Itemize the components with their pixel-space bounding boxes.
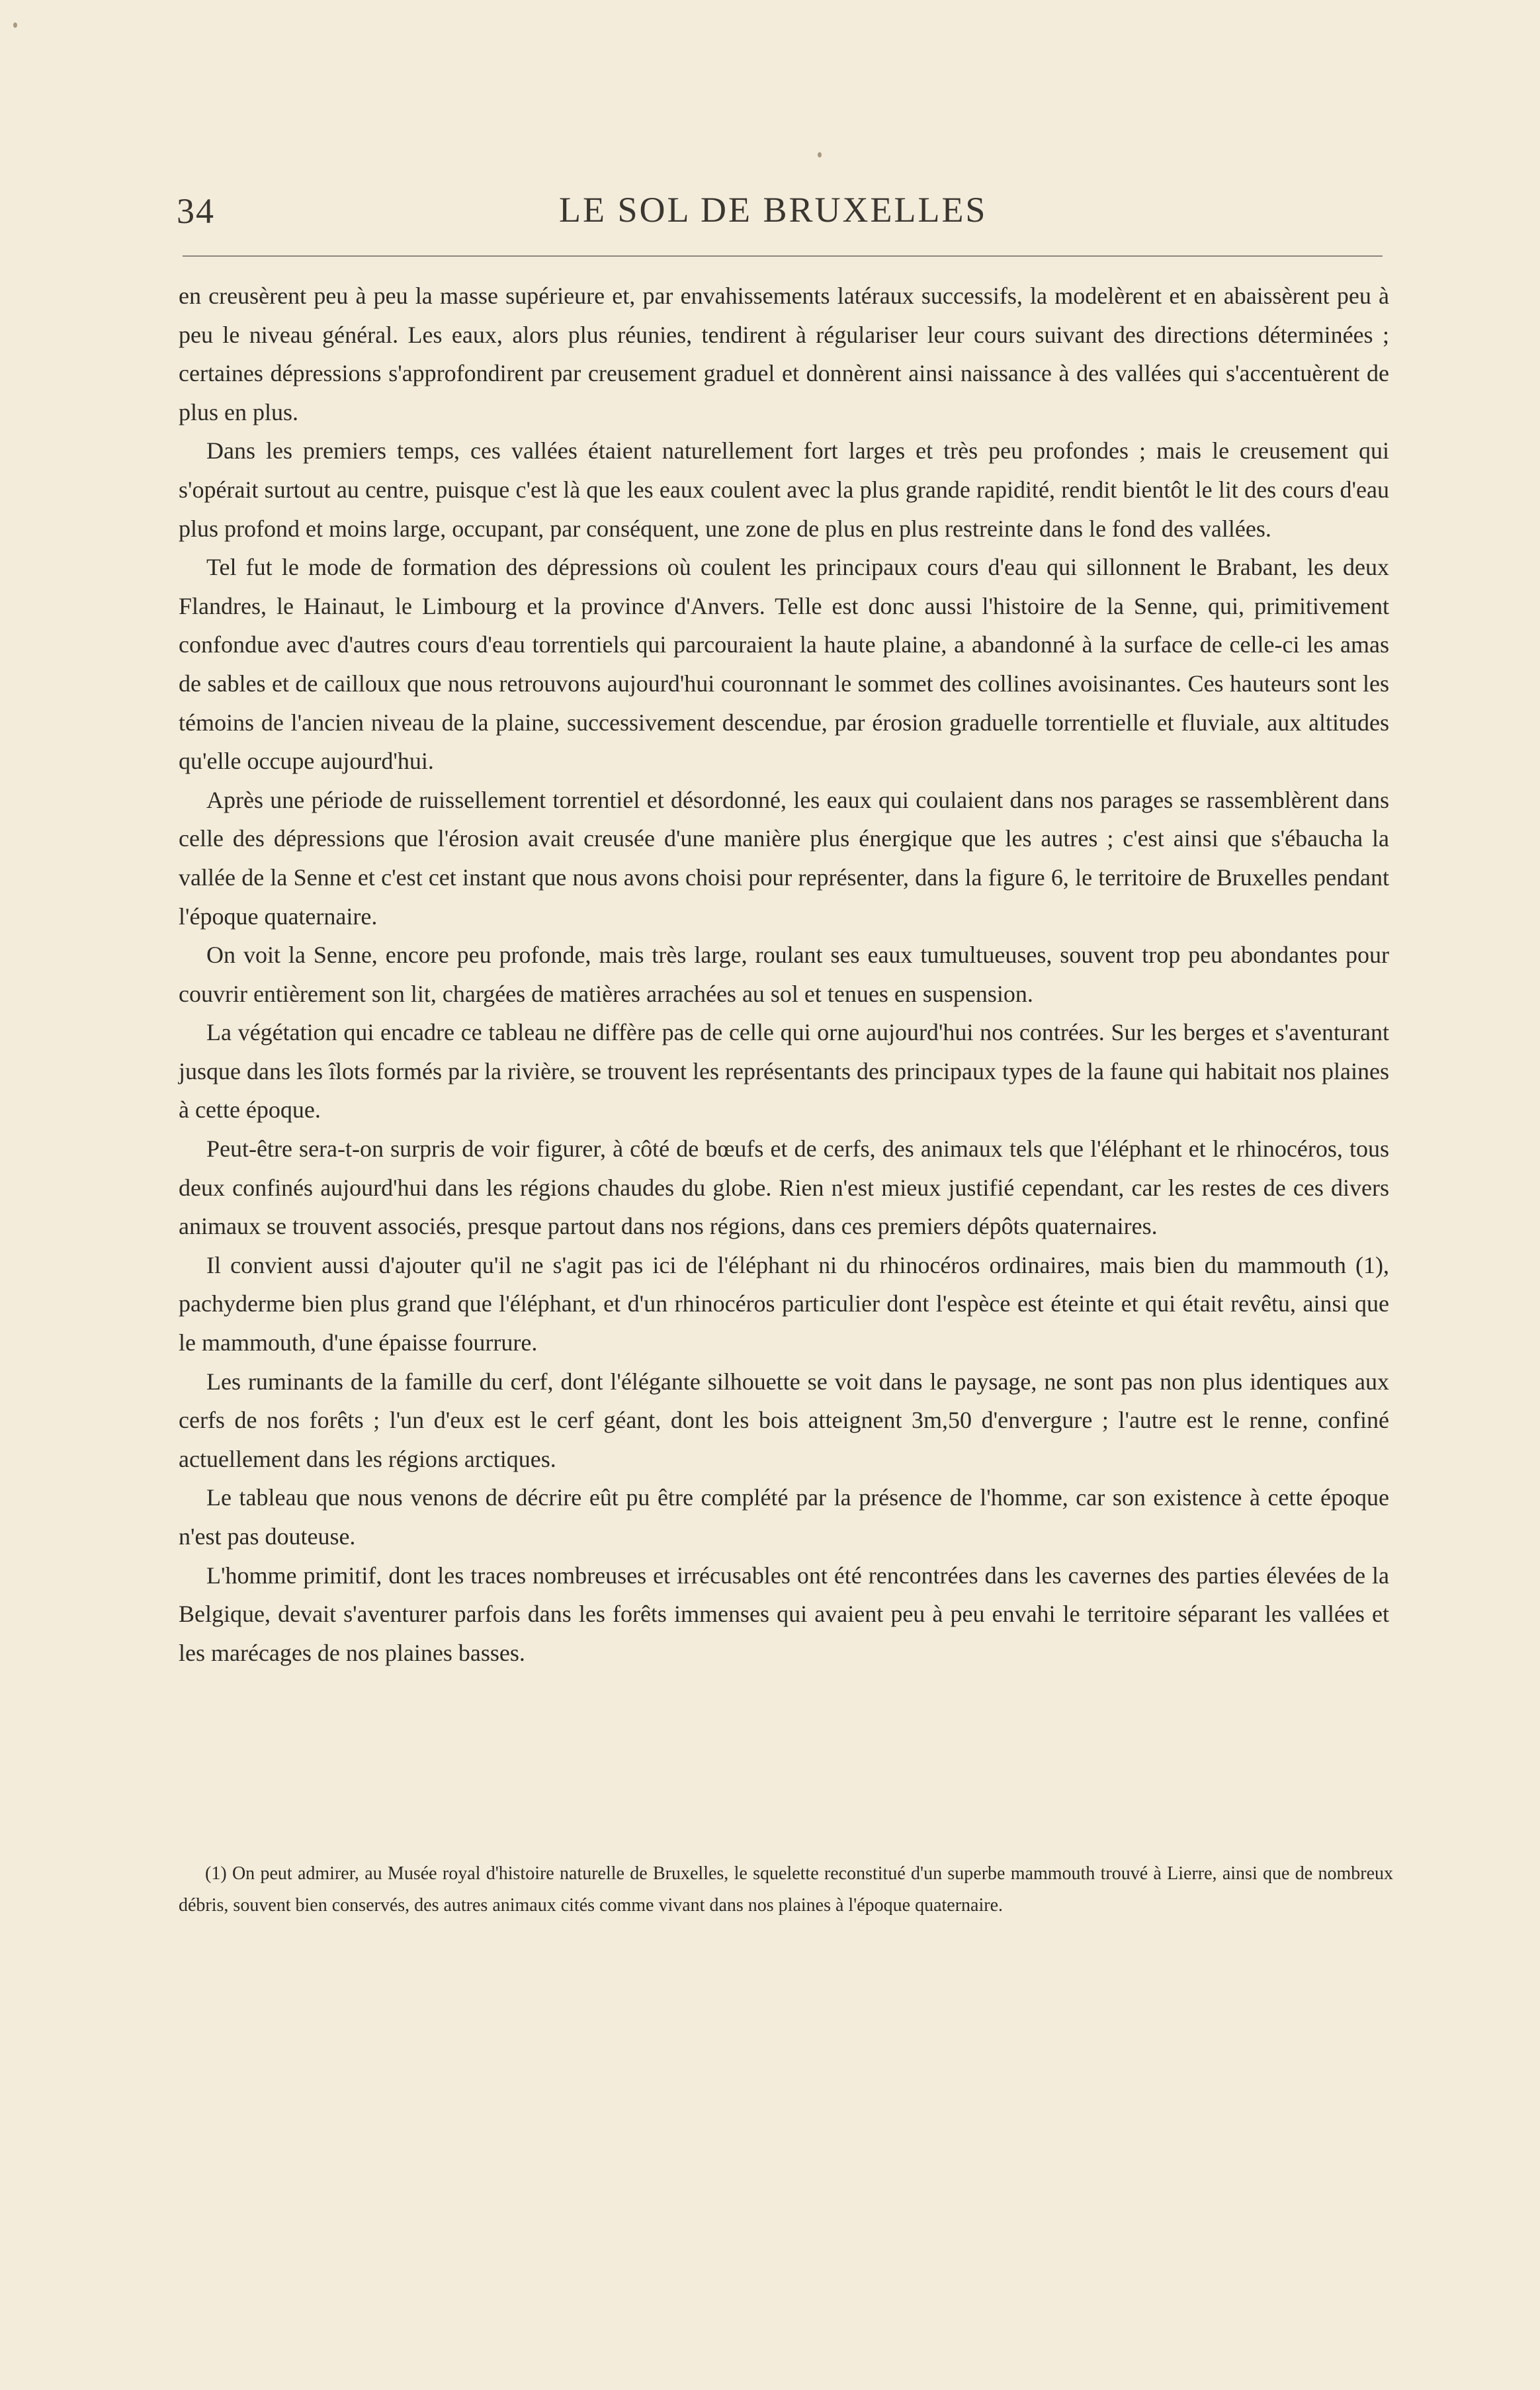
paragraph: Dans les premiers temps, ces vallées étaient naturellement fort larges et très peu profondes ; mais le creusement qui s'opérait surtout au centre, puisque c'est là que les eaux coulent avec la plus grande rapidité, rendit bientôt le lit des cours d'eau plus profond et moins large, occupant, par conséquent, une zone de plus en plus restreinte dans le fond des vallées. [179, 437, 1389, 542]
paragraph: Les ruminants de la famille du cerf, dont l'élégante silhouette se voit dans le paysage, ne sont pas non plus identiques aux cerfs de nos forêts ; l'un d'eux est le cerf géant, dont les bois atteignent 3m,50 d'envergure ; l'autre est le renne, confiné actuellement dans les régions arctiques. [179, 1368, 1389, 1472]
paragraph: en creusèrent peu à peu la masse supérieure et, par envahissements latéraux successifs, la modelèrent et en abaissèrent peu à peu le niveau général. Les eaux, alors plus réunies, tendirent à régulariser leur cours suivant des directions déterminées ; certaines dépressions s'approfondirent par creusement graduel et donnèrent ainsi naissance à des vallées qui s'accentuèrent de plus en plus. [179, 283, 1389, 425]
body-text [179, 277, 1389, 1672]
footnote: (1) On peut admirer, au Musée royal d'histoire naturelle de Bruxelles, le squelette reconstitué d'un superbe mammouth trouvé à Lierre, ainsi que de nombreux débris, souvent bien conservés, des autres animaux cités comme vivant dans nos plaines à l'époque quaternaire. [179, 1863, 1393, 1916]
running-title: LE SOL DE BRUXELLES [559, 190, 988, 230]
paper-speck [818, 152, 822, 157]
footnotes [179, 1858, 1393, 1922]
header-rule [183, 255, 1383, 257]
paragraph: On voit la Senne, encore peu profonde, mais très large, roulant ses eaux tumultueuses, souvent trop peu abondantes pour couvrir entièrement son lit, chargées de matières arrachées au sol et tenues en suspension. [179, 942, 1389, 1007]
paragraph: Tel fut le mode de formation des dépressions où coulent les principaux cours d'eau qui sillonnent le Brabant, les deux Flandres, le Hainaut, le Limbourg et la province d'Anvers. Telle est donc aussi l'histoire de la Senne, qui, primitivement confondue avec d'autres cours d'eau torrentiels qui parcouraient la haute plaine, a abandonné à la surface de celle-ci les amas de sables et de cailloux que nous retrouvons aujourd'hui couronnant le sommet des collines avoisinantes. Ces hauteurs sont les témoins de l'ancien niveau de la plaine, successivement descendue, par érosion graduelle torrentielle et fluviale, aux altitudes qu'elle occupe aujourd'hui. [179, 554, 1389, 775]
paragraph: Après une période de ruissellement torrentiel et désordonné, les eaux qui coulaient dans nos parages se rassemblèrent dans celle des dépressions que l'érosion avait creusée d'une manière plus énergique que les autres ; c'est ainsi que s'ébaucha la vallée de la Senne et c'est cet instant que nous avons choisi pour représenter, dans la figure 6, le territoire de Bruxelles pendant l'époque quaternaire. [179, 786, 1389, 930]
page-number: 34 [177, 191, 215, 231]
paragraph: La végétation qui encadre ce tableau ne diffère pas de celle qui orne aujourd'hui nos contrées. Sur les berges et s'aventurant jusque dans les îlots formés par la rivière, se trouvent les représentants des principaux types de la faune qui habitait nos plaines à cette époque. [179, 1019, 1389, 1124]
paragraph: Peut-être sera-t-on surpris de voir figurer, à côté de bœufs et de cerfs, des animaux tels que l'éléphant et le rhinocéros, tous deux confinés aujourd'hui dans les régions chaudes du globe. Rien n'est mieux justifié cependant, car les restes de ces divers animaux se trouvent associés, presque partout dans nos régions, dans ces premiers dépôts quaternaires. [179, 1135, 1389, 1240]
paragraph: Le tableau que nous venons de décrire eût pu être complété par la présence de l'homme, car son existence à cette époque n'est pas douteuse. [179, 1484, 1389, 1550]
paper-speck [13, 22, 17, 28]
paragraph: Il convient aussi d'ajouter qu'il ne s'agit pas ici de l'éléphant ni du rhinocéros ordinaires, mais bien du mammouth (1), pachyderme bien plus grand que l'éléphant, et d'un rhinocéros particulier dont l'espèce est éteinte et qui était revêtu, ainsi que le mammouth, d'une épaisse fourrure. [179, 1251, 1389, 1356]
running-head [0, 187, 1540, 240]
paragraph: L'homme primitif, dont les traces nombreuses et irrécusables ont été rencontrées dans les cavernes des parties élevées de la Belgique, devait s'aventurer parfois dans les forêts immenses qui avaient peu à peu envahi le territoire séparant les vallées et les marécages de nos plaines basses. [179, 1562, 1389, 1666]
